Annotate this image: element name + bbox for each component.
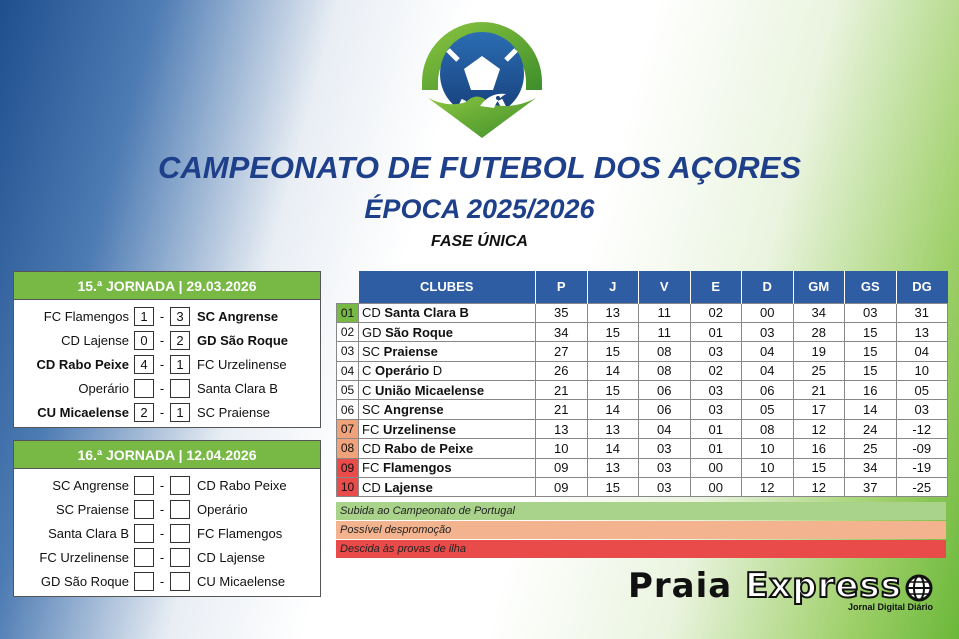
club-prefix: C <box>362 363 375 379</box>
wins-cell: 08 <box>639 342 691 361</box>
club-prefix: C <box>362 382 375 398</box>
club-name: Rabo de Peixe <box>384 440 474 456</box>
table-row <box>337 478 948 497</box>
match-row <box>14 521 320 545</box>
home-score <box>134 548 154 567</box>
wins-cell: 08 <box>639 361 691 380</box>
home-score: 2 <box>134 403 154 422</box>
draws-cell: 01 <box>690 439 742 458</box>
home-score: 4 <box>134 355 154 374</box>
losses-cell: 00 <box>742 303 794 322</box>
points-cell: 27 <box>536 342 588 361</box>
position-cell: 01 <box>337 303 359 322</box>
brand-word-praia: Praia <box>628 566 733 606</box>
goal-diff-cell: 10 <box>896 361 948 380</box>
away-score: 3 <box>170 307 190 326</box>
goals-against-cell: 03 <box>845 303 897 322</box>
club-prefix: FC <box>362 421 383 437</box>
home-team: CD Lajense <box>61 332 129 348</box>
home-score <box>134 379 154 398</box>
position-cell: 02 <box>337 322 359 341</box>
played-cell: 13 <box>587 303 639 322</box>
score-separator: - <box>159 477 165 493</box>
goal-diff-cell: 03 <box>896 400 948 419</box>
away-team: CU Micaelense <box>197 573 286 589</box>
match-row <box>14 376 320 400</box>
draws-cell: 02 <box>690 361 742 380</box>
legend-promotion: Subida ao Campeonato de Portugal <box>336 502 946 520</box>
losses-cell: 10 <box>742 439 794 458</box>
wins-cell: 03 <box>639 478 691 497</box>
score-separator: - <box>159 549 165 565</box>
brand-logo <box>628 566 902 606</box>
score-separator: - <box>159 525 165 541</box>
club-name: São Roque <box>385 324 454 340</box>
club-cell <box>359 381 536 400</box>
away-score: 1 <box>170 355 190 374</box>
home-team: FC Flamengos <box>43 308 129 324</box>
played-cell: 15 <box>587 381 639 400</box>
position-cell: 04 <box>337 361 359 380</box>
club-cell <box>359 342 536 361</box>
position-cell: 08 <box>337 439 359 458</box>
standings-table <box>336 271 948 497</box>
position-cell: 03 <box>337 342 359 361</box>
header-clubes: CLUBES <box>359 271 536 303</box>
home-team: SC Praiense <box>56 501 129 517</box>
played-cell: 15 <box>587 478 639 497</box>
draws-cell: 03 <box>690 400 742 419</box>
club-cell <box>359 458 536 477</box>
away-score: 1 <box>170 403 190 422</box>
club-cell <box>359 419 536 438</box>
position-cell: 05 <box>337 381 359 400</box>
goal-diff-cell: -25 <box>896 478 948 497</box>
header-gs: GS <box>845 271 897 303</box>
club-name: Urzelinense <box>382 421 456 437</box>
table-row <box>337 381 948 400</box>
wins-cell: 11 <box>639 303 691 322</box>
away-score: 2 <box>170 331 190 350</box>
played-cell: 13 <box>587 458 639 477</box>
table-row <box>337 322 948 341</box>
table-row <box>337 400 948 419</box>
legend-relegation: Descida às provas de ilha <box>336 540 946 558</box>
goals-for-cell: 21 <box>793 381 845 400</box>
table-row <box>337 419 948 438</box>
played-cell: 14 <box>587 439 639 458</box>
club-prefix: GD <box>362 324 386 340</box>
home-score <box>134 500 154 519</box>
losses-cell: 04 <box>742 342 794 361</box>
away-score <box>170 572 190 591</box>
club-prefix: SC <box>362 402 384 418</box>
away-score <box>170 379 190 398</box>
goal-diff-cell: -19 <box>896 458 948 477</box>
table-row <box>337 303 948 322</box>
home-score <box>134 476 154 495</box>
goal-diff-cell: -09 <box>896 439 948 458</box>
phase-title: FASE ÚNICA <box>431 233 528 250</box>
header-e: E <box>690 271 742 303</box>
club-name: Lajense <box>384 479 433 495</box>
away-team: GD São Roque <box>197 332 289 348</box>
brand-tagline: Jornal Digital Diário <box>848 602 934 612</box>
played-cell: 15 <box>587 342 639 361</box>
home-team: CU Micaelense <box>37 404 129 420</box>
score-separator: - <box>159 356 165 372</box>
match-row <box>14 569 320 593</box>
home-team: FC Urzelinense <box>39 549 129 565</box>
played-cell: 13 <box>587 419 639 438</box>
points-cell: 09 <box>536 478 588 497</box>
goals-against-cell: 15 <box>845 361 897 380</box>
losses-cell: 04 <box>742 361 794 380</box>
away-team: Santa Clara B <box>197 380 278 396</box>
away-team: FC Flamengos <box>197 525 283 541</box>
goals-for-cell: 19 <box>793 342 845 361</box>
away-score <box>170 548 190 567</box>
club-name: União Micaelense <box>375 382 485 398</box>
table-row <box>337 458 948 477</box>
score-separator: - <box>159 404 165 420</box>
club-name: Angrense <box>383 402 444 418</box>
draws-cell: 03 <box>690 381 742 400</box>
goals-for-cell: 28 <box>793 322 845 341</box>
home-score: 0 <box>134 331 154 350</box>
away-team: CD Rabo Peixe <box>197 477 287 493</box>
match-row <box>14 473 320 497</box>
wins-cell: 03 <box>639 458 691 477</box>
draws-cell: 00 <box>690 478 742 497</box>
wins-cell: 03 <box>639 439 691 458</box>
match-row <box>14 545 320 569</box>
goals-for-cell: 12 <box>793 478 845 497</box>
club-cell <box>359 303 536 322</box>
goal-diff-cell: -12 <box>896 419 948 438</box>
header-j: J <box>587 271 639 303</box>
home-team: Santa Clara B <box>48 525 129 541</box>
away-score <box>170 476 190 495</box>
draws-cell: 01 <box>690 419 742 438</box>
played-cell: 14 <box>587 400 639 419</box>
goals-for-cell: 34 <box>793 303 845 322</box>
points-cell: 21 <box>536 400 588 419</box>
home-score <box>134 572 154 591</box>
table-row <box>337 342 948 361</box>
club-cell <box>359 439 536 458</box>
goal-diff-cell: 31 <box>896 303 948 322</box>
table-row <box>337 439 948 458</box>
football-eagle-logo <box>418 20 546 138</box>
standings-header-row <box>337 271 948 303</box>
club-prefix: SC <box>362 343 384 359</box>
club-name: Flamengos <box>382 460 452 476</box>
losses-cell: 10 <box>742 458 794 477</box>
club-cell <box>359 478 536 497</box>
wins-cell: 06 <box>639 400 691 419</box>
goals-for-cell: 17 <box>793 400 845 419</box>
score-separator: - <box>159 308 165 324</box>
points-cell: 34 <box>536 322 588 341</box>
losses-cell: 08 <box>742 419 794 438</box>
header-gm: GM <box>793 271 845 303</box>
goals-against-cell: 34 <box>845 458 897 477</box>
club-prefix: CD <box>362 479 385 495</box>
home-team: CD Rabo Peixe <box>36 356 129 372</box>
goals-against-cell: 15 <box>845 342 897 361</box>
position-cell: 10 <box>337 478 359 497</box>
goals-for-cell: 25 <box>793 361 845 380</box>
brand-word-express: Express <box>745 566 902 606</box>
wins-cell: 11 <box>639 322 691 341</box>
points-cell: 10 <box>536 439 588 458</box>
away-team: Operário <box>197 501 248 517</box>
away-team: CD Lajense <box>197 549 265 565</box>
losses-cell: 05 <box>742 400 794 419</box>
draws-cell: 02 <box>690 303 742 322</box>
draws-cell: 01 <box>690 322 742 341</box>
goals-for-cell: 16 <box>793 439 845 458</box>
position-header <box>337 271 359 303</box>
club-suffix: D <box>429 363 443 379</box>
home-team: SC Angrense <box>52 477 129 493</box>
goals-against-cell: 14 <box>845 400 897 419</box>
losses-cell: 06 <box>742 381 794 400</box>
played-cell: 15 <box>587 322 639 341</box>
goal-diff-cell: 13 <box>896 322 948 341</box>
match-row <box>14 304 320 328</box>
standings-body <box>337 303 948 497</box>
away-team: FC Urzelinense <box>197 356 287 372</box>
club-prefix: CD <box>362 305 385 321</box>
away-team: SC Praiense <box>197 404 270 420</box>
club-name: Operário <box>375 363 430 379</box>
match-row <box>14 328 320 352</box>
home-score: 1 <box>134 307 154 326</box>
losses-cell: 12 <box>742 478 794 497</box>
points-cell: 26 <box>536 361 588 380</box>
header-d: D <box>742 271 794 303</box>
club-cell <box>359 322 536 341</box>
home-team: GD São Roque <box>40 573 129 589</box>
losses-cell: 03 <box>742 322 794 341</box>
score-separator: - <box>159 501 165 517</box>
goals-against-cell: 24 <box>845 419 897 438</box>
header-p: P <box>536 271 588 303</box>
away-team: SC Angrense <box>197 308 279 324</box>
wins-cell: 04 <box>639 419 691 438</box>
header-dg: DG <box>896 271 948 303</box>
goals-for-cell: 12 <box>793 419 845 438</box>
round-16-header: 16.ª JORNADA | 12.04.2026 <box>14 441 320 469</box>
played-cell: 14 <box>587 361 639 380</box>
points-cell: 35 <box>536 303 588 322</box>
legend-possible-relegation: Possível despromoção <box>336 521 946 539</box>
club-cell <box>359 400 536 419</box>
club-prefix: FC <box>362 460 383 476</box>
position-cell: 07 <box>337 419 359 438</box>
goals-against-cell: 16 <box>845 381 897 400</box>
draws-cell: 00 <box>690 458 742 477</box>
globe-icon <box>904 573 934 603</box>
points-cell: 09 <box>536 458 588 477</box>
goals-against-cell: 37 <box>845 478 897 497</box>
score-separator: - <box>159 380 165 396</box>
match-row <box>14 497 320 521</box>
wins-cell: 06 <box>639 381 691 400</box>
goals-for-cell: 15 <box>793 458 845 477</box>
points-cell: 21 <box>536 381 588 400</box>
match-row <box>14 352 320 376</box>
away-score <box>170 500 190 519</box>
header-v: V <box>639 271 691 303</box>
club-name: Praiense <box>383 343 438 359</box>
home-score <box>134 524 154 543</box>
page-title: CAMPEONATO DE FUTEBOL DOS AÇORES <box>157 150 801 185</box>
club-prefix: CD <box>362 440 385 456</box>
season-title: ÉPOCA 2025/2026 <box>364 194 595 224</box>
home-team: Operário <box>78 380 129 396</box>
position-cell: 06 <box>337 400 359 419</box>
position-cell: 09 <box>337 458 359 477</box>
draws-cell: 03 <box>690 342 742 361</box>
match-row <box>14 400 320 424</box>
points-cell: 13 <box>536 419 588 438</box>
away-score <box>170 524 190 543</box>
score-separator: - <box>159 332 165 348</box>
table-row <box>337 361 948 380</box>
goal-diff-cell: 05 <box>896 381 948 400</box>
round-15-matches <box>14 300 320 427</box>
goals-against-cell: 15 <box>845 322 897 341</box>
round-15-panel <box>13 271 321 428</box>
club-name: Santa Clara B <box>384 305 469 321</box>
club-cell <box>359 361 536 380</box>
goal-diff-cell: 04 <box>896 342 948 361</box>
goals-against-cell: 25 <box>845 439 897 458</box>
round-16-matches <box>14 469 320 596</box>
score-separator: - <box>159 573 165 589</box>
round-16-panel <box>13 440 321 597</box>
round-15-header: 15.ª JORNADA | 29.03.2026 <box>14 272 320 300</box>
